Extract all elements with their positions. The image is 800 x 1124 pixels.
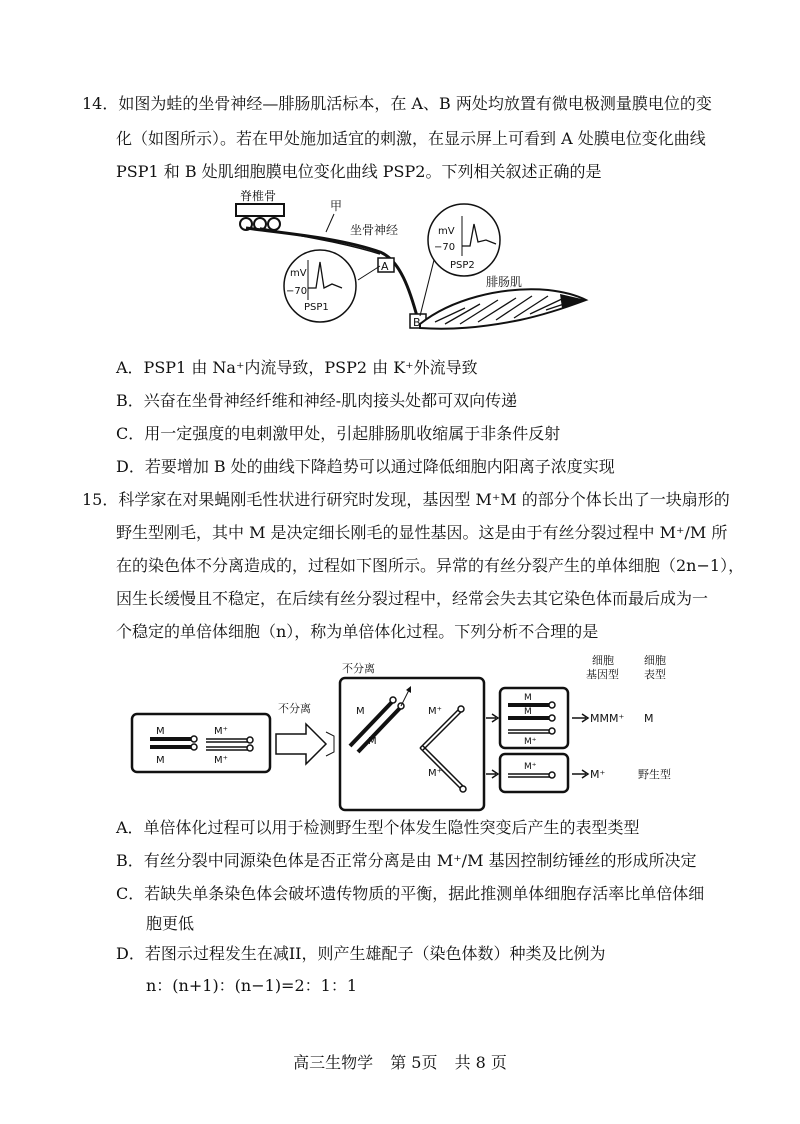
q15-option-c-line2: 胞更低 — [146, 914, 195, 933]
q15-stem-line4: 因生长缓慢且不稳定，在后续有丝分裂过程中，经常会失去其它染色体而最后成为一 — [116, 589, 709, 608]
q15-option-a: A．单倍体化过程可以用于检测野生型个体发生隐性突变后产生的表型类型 — [116, 818, 640, 837]
q15-option-b: B．有丝分裂中同源染色体是否正常分离是由 M⁺/M 基因控制纺锤丝的形成所决定 — [116, 851, 697, 870]
nondisjunction-label-2: 不分离 — [342, 662, 375, 675]
dividing-cell — [340, 661, 484, 810]
dividing-mplus-top: M⁺ — [428, 706, 442, 717]
q15-stem-line5: 个稳定的单倍体细胞（n），称为单倍体化过程。下列分析不合理的是 — [116, 622, 599, 641]
parent-mplus-bottom: M⁺ — [214, 755, 228, 766]
daughter2-mplus: M⁺ — [524, 762, 537, 772]
parent-m-bottom: M — [156, 755, 165, 766]
genotype-header-b: 基因型 — [586, 668, 619, 681]
spine-illustration — [236, 204, 284, 230]
dividing-m-top: M — [356, 706, 365, 717]
q15-option-d-line2: n：(n+1)：(n−1)=2：1：1 — [146, 976, 358, 995]
genotype-header-a: 细胞 — [592, 654, 614, 667]
q14-option-c: C．用一定强度的电刺激甲处，引起腓肠肌收缩属于非条件反射 — [116, 424, 561, 443]
nerve-label: 坐骨神经 — [350, 223, 399, 237]
psp2-mv-label: mV — [438, 226, 455, 237]
psp1-mv-label: mV — [290, 268, 307, 279]
q15-stem-line2: 野生型刚毛，其中 M 是决定细长刚毛的显性基因。这是由于有丝分裂过程中 M⁺/M 所 — [116, 523, 728, 542]
nondisjunction-label-1: 不分离 — [278, 702, 311, 715]
process-arrow-icon — [276, 724, 326, 764]
spine-label: 脊椎骨 — [240, 190, 277, 203]
psp2-value: −70 — [434, 242, 456, 253]
page-footer — [0, 1050, 800, 1073]
q14-stem-line3: PSP1 和 B 处肌细胞膜电位变化曲线 PSP2。下列相关叙述正确的是 — [116, 162, 602, 181]
parent-cell — [132, 714, 270, 772]
q15-stem-line3: 在的染色体不分离造成的，过程如下图所示。异常的有丝分裂产生的单体细胞（2n−1）， — [116, 556, 745, 575]
psp2-label: PSP2 — [450, 260, 475, 271]
q15-option-d-line1: D．若图示过程发生在减II，则产生雄配子（染色体数）种类及比例为 — [116, 944, 606, 963]
q14-figure — [230, 190, 590, 350]
phenotype-header-a: 细胞 — [644, 654, 666, 667]
dividing-mplus-bottom: M⁺ — [428, 768, 442, 779]
footer-total: 共 8 页 — [454, 1053, 507, 1072]
psp1-value: −70 — [286, 286, 308, 297]
phenotype-2: 野生型 — [638, 768, 671, 781]
genotype-1: MMM⁺ — [590, 712, 625, 725]
jia-label: 甲 — [330, 199, 343, 213]
point-a-label: A — [381, 260, 389, 273]
q15-stem-line1: 15．科学家在对果蝇刚毛性状进行研究时发现，基因型 M⁺M 的部分个体长出了一块扇形的 — [82, 490, 730, 509]
q15-option-c-line1: C．若缺失单条染色体会破坏遗传物质的平衡，据此推测单体细胞存活率比单倍体细 — [116, 884, 705, 903]
footer-page: 第 5页 — [390, 1053, 438, 1072]
phenotype-header-b: 表型 — [644, 668, 666, 681]
daughter-cell-2 — [500, 754, 568, 792]
q14-option-d: D．若要增加 B 处的曲线下降趋势可以通过降低细胞内阳离子浓度实现 — [116, 457, 615, 476]
psp1-label: PSP1 — [304, 302, 329, 313]
point-b-label: B — [413, 316, 421, 329]
parent-m-top: M — [156, 726, 165, 737]
muscle-label: 腓肠肌 — [486, 275, 523, 289]
phenotype-1: M — [644, 712, 654, 725]
q14-option-a: A．PSP1 由 Na⁺内流导致，PSP2 由 K⁺外流导致 — [116, 358, 478, 377]
daughter1-m-2: M — [524, 707, 532, 717]
dividing-m-bottom: M — [368, 736, 377, 747]
daughter-cell-1 — [500, 688, 568, 748]
genotype-2: M⁺ — [590, 768, 606, 781]
daughter1-mplus: M⁺ — [524, 737, 537, 747]
footer-subject: 高三生物学 — [293, 1053, 374, 1072]
q15-figure — [130, 648, 690, 813]
psp1-oscilloscope — [284, 250, 380, 322]
q14-option-b: B．兴奋在坐骨神经纤维和神经-肌肉接头处都可双向传递 — [116, 391, 518, 410]
q14-stem-line2: 化（如图所示）。若在甲处施加适宜的刺激，在显示屏上可看到 A 处膜电位变化曲线 — [116, 129, 706, 148]
parent-mplus-top: M⁺ — [214, 726, 228, 737]
q14-stem-line1: 14．如图为蛙的坐骨神经—腓肠肌活标本，在 A、B 两处均放置有微电极测量膜电位的变 — [82, 94, 712, 113]
daughter1-m-1: M — [524, 693, 532, 703]
